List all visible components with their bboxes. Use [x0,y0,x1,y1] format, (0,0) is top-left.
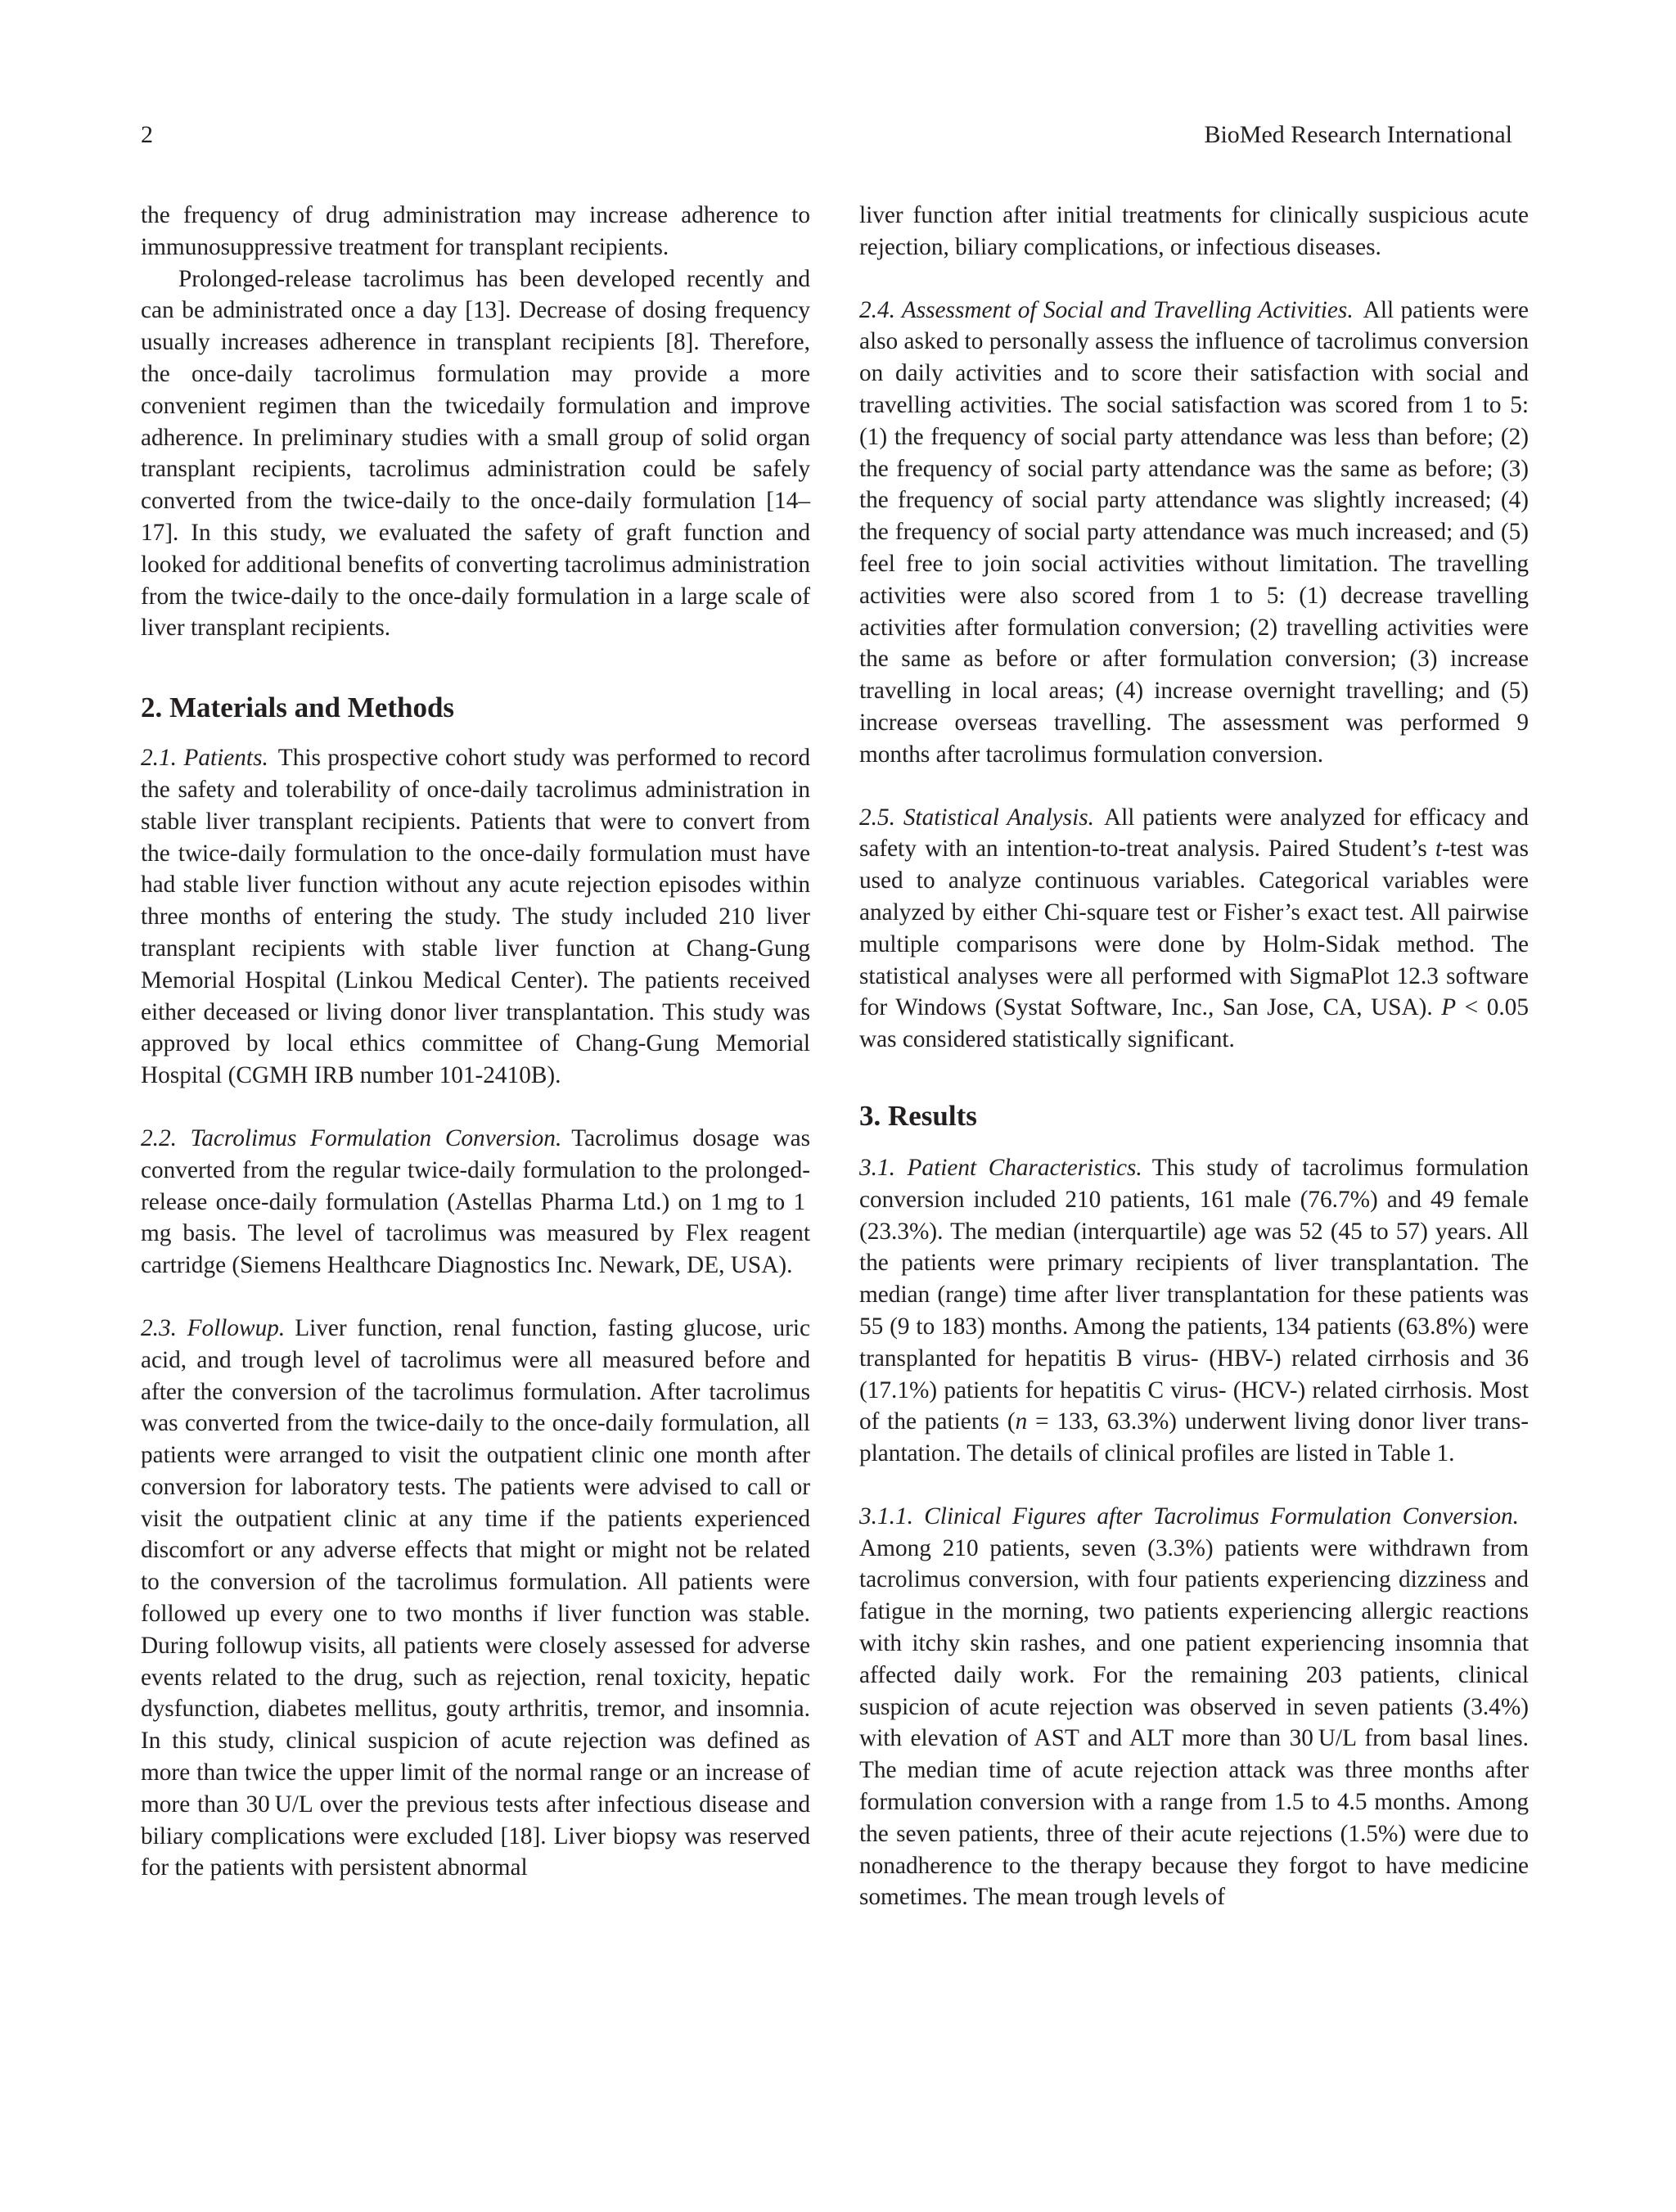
statistical-text-c: < 0.05 was considered statistically significant. [859,994,1529,1053]
subsection-clinical-figures [859,1501,1529,1913]
subsection-title-clinical-figures: 3.1.1. Clinical Figures after Tacrolimus Formulation Conversion. [859,1502,1519,1529]
subsection-title-statistical-analysis: 2.5. Statistical Analysis. [859,804,1094,831]
section-heading-materials-methods: 2. Materials and Methods [141,692,455,724]
subsection-conversion [141,1123,810,1282]
subsection-title-conversion: 2.2. Tacrolimus Formulation Conversion. [141,1124,562,1151]
statistical-text-b: -test was used to analyze continuous variables. Categorical variables were analyzed by either Chi-square test or Fisher’s exact test. All pairwise multiple comparisons were done by Holm-Sidak method. The statistical analyses were all performed with SigmaPlot 12.3 software for Windows (Systat Software, Inc., San Jose, CA, USA). [859,836,1529,1021]
intro-paragraph-2: Prolonged-release tacrolimus has been developed recently and can be administrated once a day [13]. Decrease of dosing frequency usually increases adherence in transplant recipients [8]. Therefore, the once-daily tacrolimus formulation may provide a more convenient regimen than the twicedaily formulation and improve adherence. In preliminary studies with a small group of solid organ transplant recipients, tacrolimus administration could be safely converted from the twice-daily to the once-daily formulation [14–17]. In this study, we evaluated the safety of graft function and looked for additional benefits of converting tacrolimus administration from the twice-daily to the once-daily formulation in a large scale of liver transplant recipients. [141,265,810,642]
subsection-patient-characteristics [859,1152,1529,1470]
subsection-title-patient-characteristics: 3.1. Patient Characteristics. [859,1154,1142,1181]
characteristics-text-a: This study of tacrolimus formulation conversion included 210 patients, 161 male (76.7%) and 49 female (23.3%). The median (interquartile) age was 52 (45 to 57) years. All the patients were primary recipients of liver transplantation. The median (range) time after liver transplantation for these patients was 55 (9 to 183) months. Among the patients, 134 patients (63.8%) were transplanted for hepatitis B virus- (HBV-) related cirrhosis and 36 (17.1%) patients for hepatitis C virus- (HCV-) related cirrhosis. Most of the patients ( [859,1154,1529,1435]
continued-paragraph: liver function after initial treatments for clinically suspicious acute rejection, biliary complications, or infectious diseases. [859,202,1529,260]
section-heading-results: 3. Results [859,1099,977,1132]
intro-paragraph-1: the frequency of drug administration may increase adherence to immunosuppressive treatment for transplant recipients. [141,202,810,260]
subsection-body-followup: Liver function, renal function, fasting glucose, uric acid, and trough level of tacrolimus were all measured before and after the conversion of the tacrolimus formulation. After tacrolimus was converted from the twice-daily to the once-daily formulation, all patients were arranged to visit the outpatient clinic one month after conversion for laboratory tests. The patients were advised to call or visit the outpatient clinic at any time if the patients experienced discomfort or any adverse effects that might or might not be related to the conversion of the tacrolimus formulation. All patients were followed up every one to two months if liver function was stable. During followup visits, all patients were closely assessed for adverse events related to the drug, such as rejection, renal toxicity, hepatic dysfunction, diabetes mellitus, gouty arthritis, tremor, and insomnia. In this study, clinical suspicion of acute rejection was defined as more than twice the upper limit of the normal range or an increase of more than 30 U/L over the previous tests after infectious disease and biliary complications were excluded [18]. Liver biopsy was reserved for the patients with persistent abnormal [141,1314,810,1881]
subsection-body-clinical-figures: Among 210 patients, seven (3.3%) patients were withdrawn from tacrolimus conversion, with four patients experiencing dizziness and fatigue in the morning, two patients experiencing allergic reactions with itchy skin rashes, and one patient experiencing insomnia that affected daily work. For the remaining 203 patients, clinical suspicion of acute rejection was observed in seven patients (3.4%) with elevation of AST and ALT more than 30 U/L from basal lines. The median time of acute rejection attack was three months after formulation conversion with a range from 1.5 to 4.5 months. Among the seven patients, three of their acute rejections (1.5%) were due to nonadherence to the therapy because they forgot to have medicine sometimes. The mean trough levels of [859,1534,1529,1911]
page-number: 2 [141,121,153,148]
t-symbol: t [1435,836,1442,863]
subsection-followup [141,1313,810,1884]
subsection-body-social-travelling: All patients were also asked to personally assess the influence of tacrolimus conversion on daily activities and to score their satisfaction with social and travelling activities. The social satisfaction was scored from 1 to 5: (1) the frequency of social party attendance was less than before; (2) the frequency of social party attendance was the same as before; (3) the frequency of social party attendance was slightly increased; (4) the frequency of social party attendance was much increased; and (5) feel free to join social activities without limitation. The travelling activities were also scored from 1 to 5: (1) decrease travelling activities after formulation conversion; (2) travelling activities were the same as before or after formulation conversion; (3) increase travelling in local areas; (4) increase overnight travelling; and (5) increase overseas travelling. The assessment was performed 9 months after tacrolimus formulation conversion. [859,296,1529,768]
subsection-title-social-travelling: 2.4. Assessment of Social and Travelling Activities. [859,296,1354,323]
statistical-text-a: All patients were analyzed for efficacy and safety with an intention-to-treat analysis. Paired Student’s [859,804,1529,863]
left-column [141,200,810,1884]
subsection-title-followup: 2.3. Followup. [141,1314,286,1341]
subsection-statistical-analysis [859,802,1529,1056]
journal-name: BioMed Research International [1204,121,1512,148]
subsection-patients [141,742,810,1092]
p-symbol: P [1441,994,1457,1021]
characteristics-text-b: = 133, 63.3%) underwent living donor liver transplantation. The details of clinical profiles are listed in Table 1. [859,1408,1529,1467]
right-column [859,200,1529,1913]
n-symbol: n [1015,1408,1028,1435]
subsection-title-patients: 2.1. Patients. [141,745,268,772]
subsection-body-patients: This prospective cohort study was performed to record the safety and tolerability of once-daily tacrolimus administration in stable liver transplant recipients. Patients that were to convert from the twice-daily formulation to the once-daily formulation must have had stable liver function without any acute rejection episodes within three months of entering the study. The study included 210 liver transplant recipients with stable liver function at Chang-Gung Memorial Hospital (Linkou Medical Center). The patients received either deceased or living donor liver transplantation. This study was approved by local ethics committee of Chang-Gung Memorial Hospital (CGMH IRB number 101-2410B). [141,745,810,1089]
subsection-social-travelling [859,295,1529,771]
subsection-body-conversion: Tacrolimus dosage was converted from the regular twice-daily formulation to the prolonged-release once-daily formulation (Astellas Pharma Ltd.) on 1 mg to 1 mg basis. The level of tacrolimus was measured by Flex reagent cartridge (Siemens Healthcare Diagnostics Inc. Newark, DE, USA). [141,1124,810,1279]
